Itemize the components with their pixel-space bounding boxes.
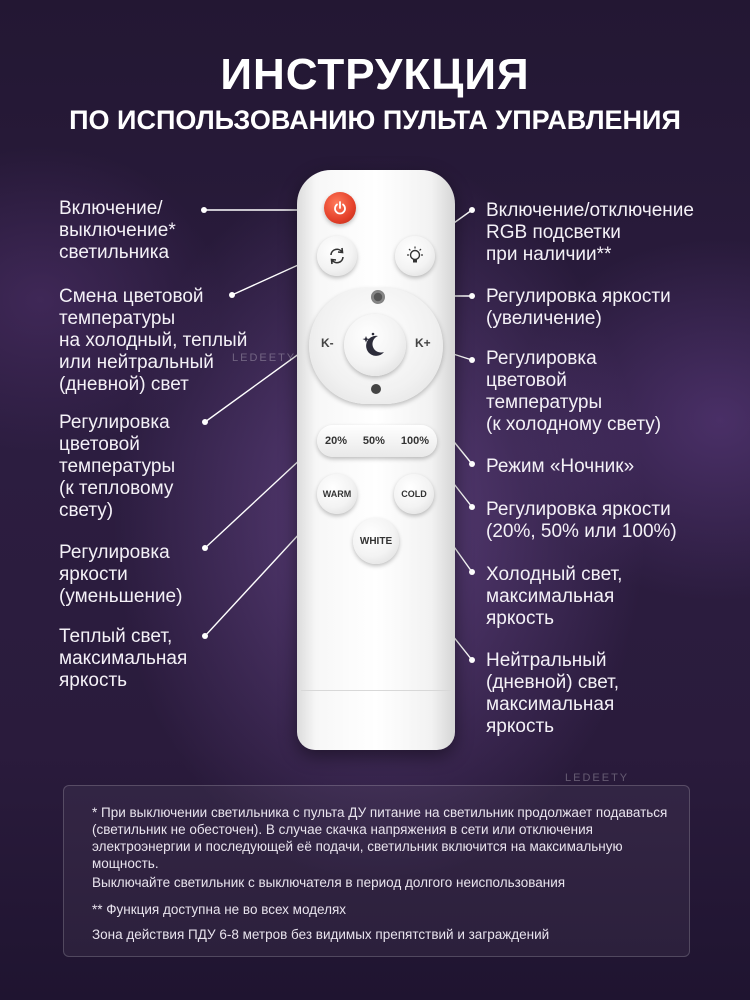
note-1: * При выключении светильника с пульта ДУ питание на светильник продолжает подаваться (светильник не обесточен). В случае скачка напряжения в сети или отключения электроэнергии и последующей её подачи, светильник включится на максимальную мощность. [92,805,668,871]
k-minus-button[interactable]: K- [321,336,334,350]
color-cycle-button[interactable] [317,236,357,276]
power-button[interactable] [324,192,356,224]
k-plus-button[interactable]: K+ [415,336,431,350]
cold-button[interactable]: COLD [394,474,434,514]
preset-100-button[interactable]: 100% [400,435,429,447]
moon-stars-icon [358,328,392,362]
battery-cover-seam [301,690,451,691]
note-2: Выключайте светильник с выключателя в период долгого неиспользования [92,875,566,890]
label-k-minus: Регулировка цветовой температуры (к тепловому свету) [59,412,176,521]
brightness-up-button[interactable] [371,290,385,304]
label-night-mode: Режим «Ночник» [486,456,635,477]
notes-box [63,785,690,957]
label-rgb: Включение/отключение RGB подсветки при наличии** [486,200,694,265]
label-brightness-pct: Регулировка яркости (20%, 50% или 100%) [486,499,677,542]
label-warm: Теплый свет, максимальная яркость [59,626,188,691]
note-4: Зона действия ПДУ 6-8 метров без видимых препятствий и заграждений [92,927,550,942]
brightness-down-button[interactable] [371,384,381,394]
preset-50-button[interactable]: 50% [362,435,385,447]
page-title: ИНСТРУКЦИЯ [220,50,530,99]
bulb-icon [404,245,426,267]
night-mode-button[interactable] [344,314,406,376]
label-brightness-down: Регулировка яркости (уменьшение) [59,542,183,607]
rgb-button[interactable] [395,236,435,276]
white-button[interactable]: WHITE [353,518,399,564]
label-brightness-up: Регулировка яркости (увеличение) [486,286,671,329]
power-icon [332,200,348,216]
watermark: LEDEETY [232,352,297,364]
preset-20-button[interactable]: 20% [324,435,347,447]
label-k-plus: Регулировка цветовой температуры (к холодному свету) [486,348,662,435]
note-3: ** Функция доступна не во всех моделях [92,902,347,917]
label-color-cycle: Смена цветовой температуры на холодный, теплый или нейтральный (дневной) свет [59,286,248,395]
warm-button[interactable]: WARM [317,474,357,514]
label-white: Нейтральный (дневной) свет, максимальная яркость [486,650,620,737]
watermark-2: LEDEETY [565,772,630,784]
page-subtitle: ПО ИСПОЛЬЗОВАНИЮ ПУЛЬТА УПРАВЛЕНИЯ [69,105,681,135]
remote-control [297,170,455,750]
label-cold: Холодный свет, максимальная яркость [486,564,623,629]
brightness-preset-buttons [317,425,437,457]
cycle-arrows-icon [327,246,347,266]
label-power: Включение/ выключение* светильника [59,198,176,263]
